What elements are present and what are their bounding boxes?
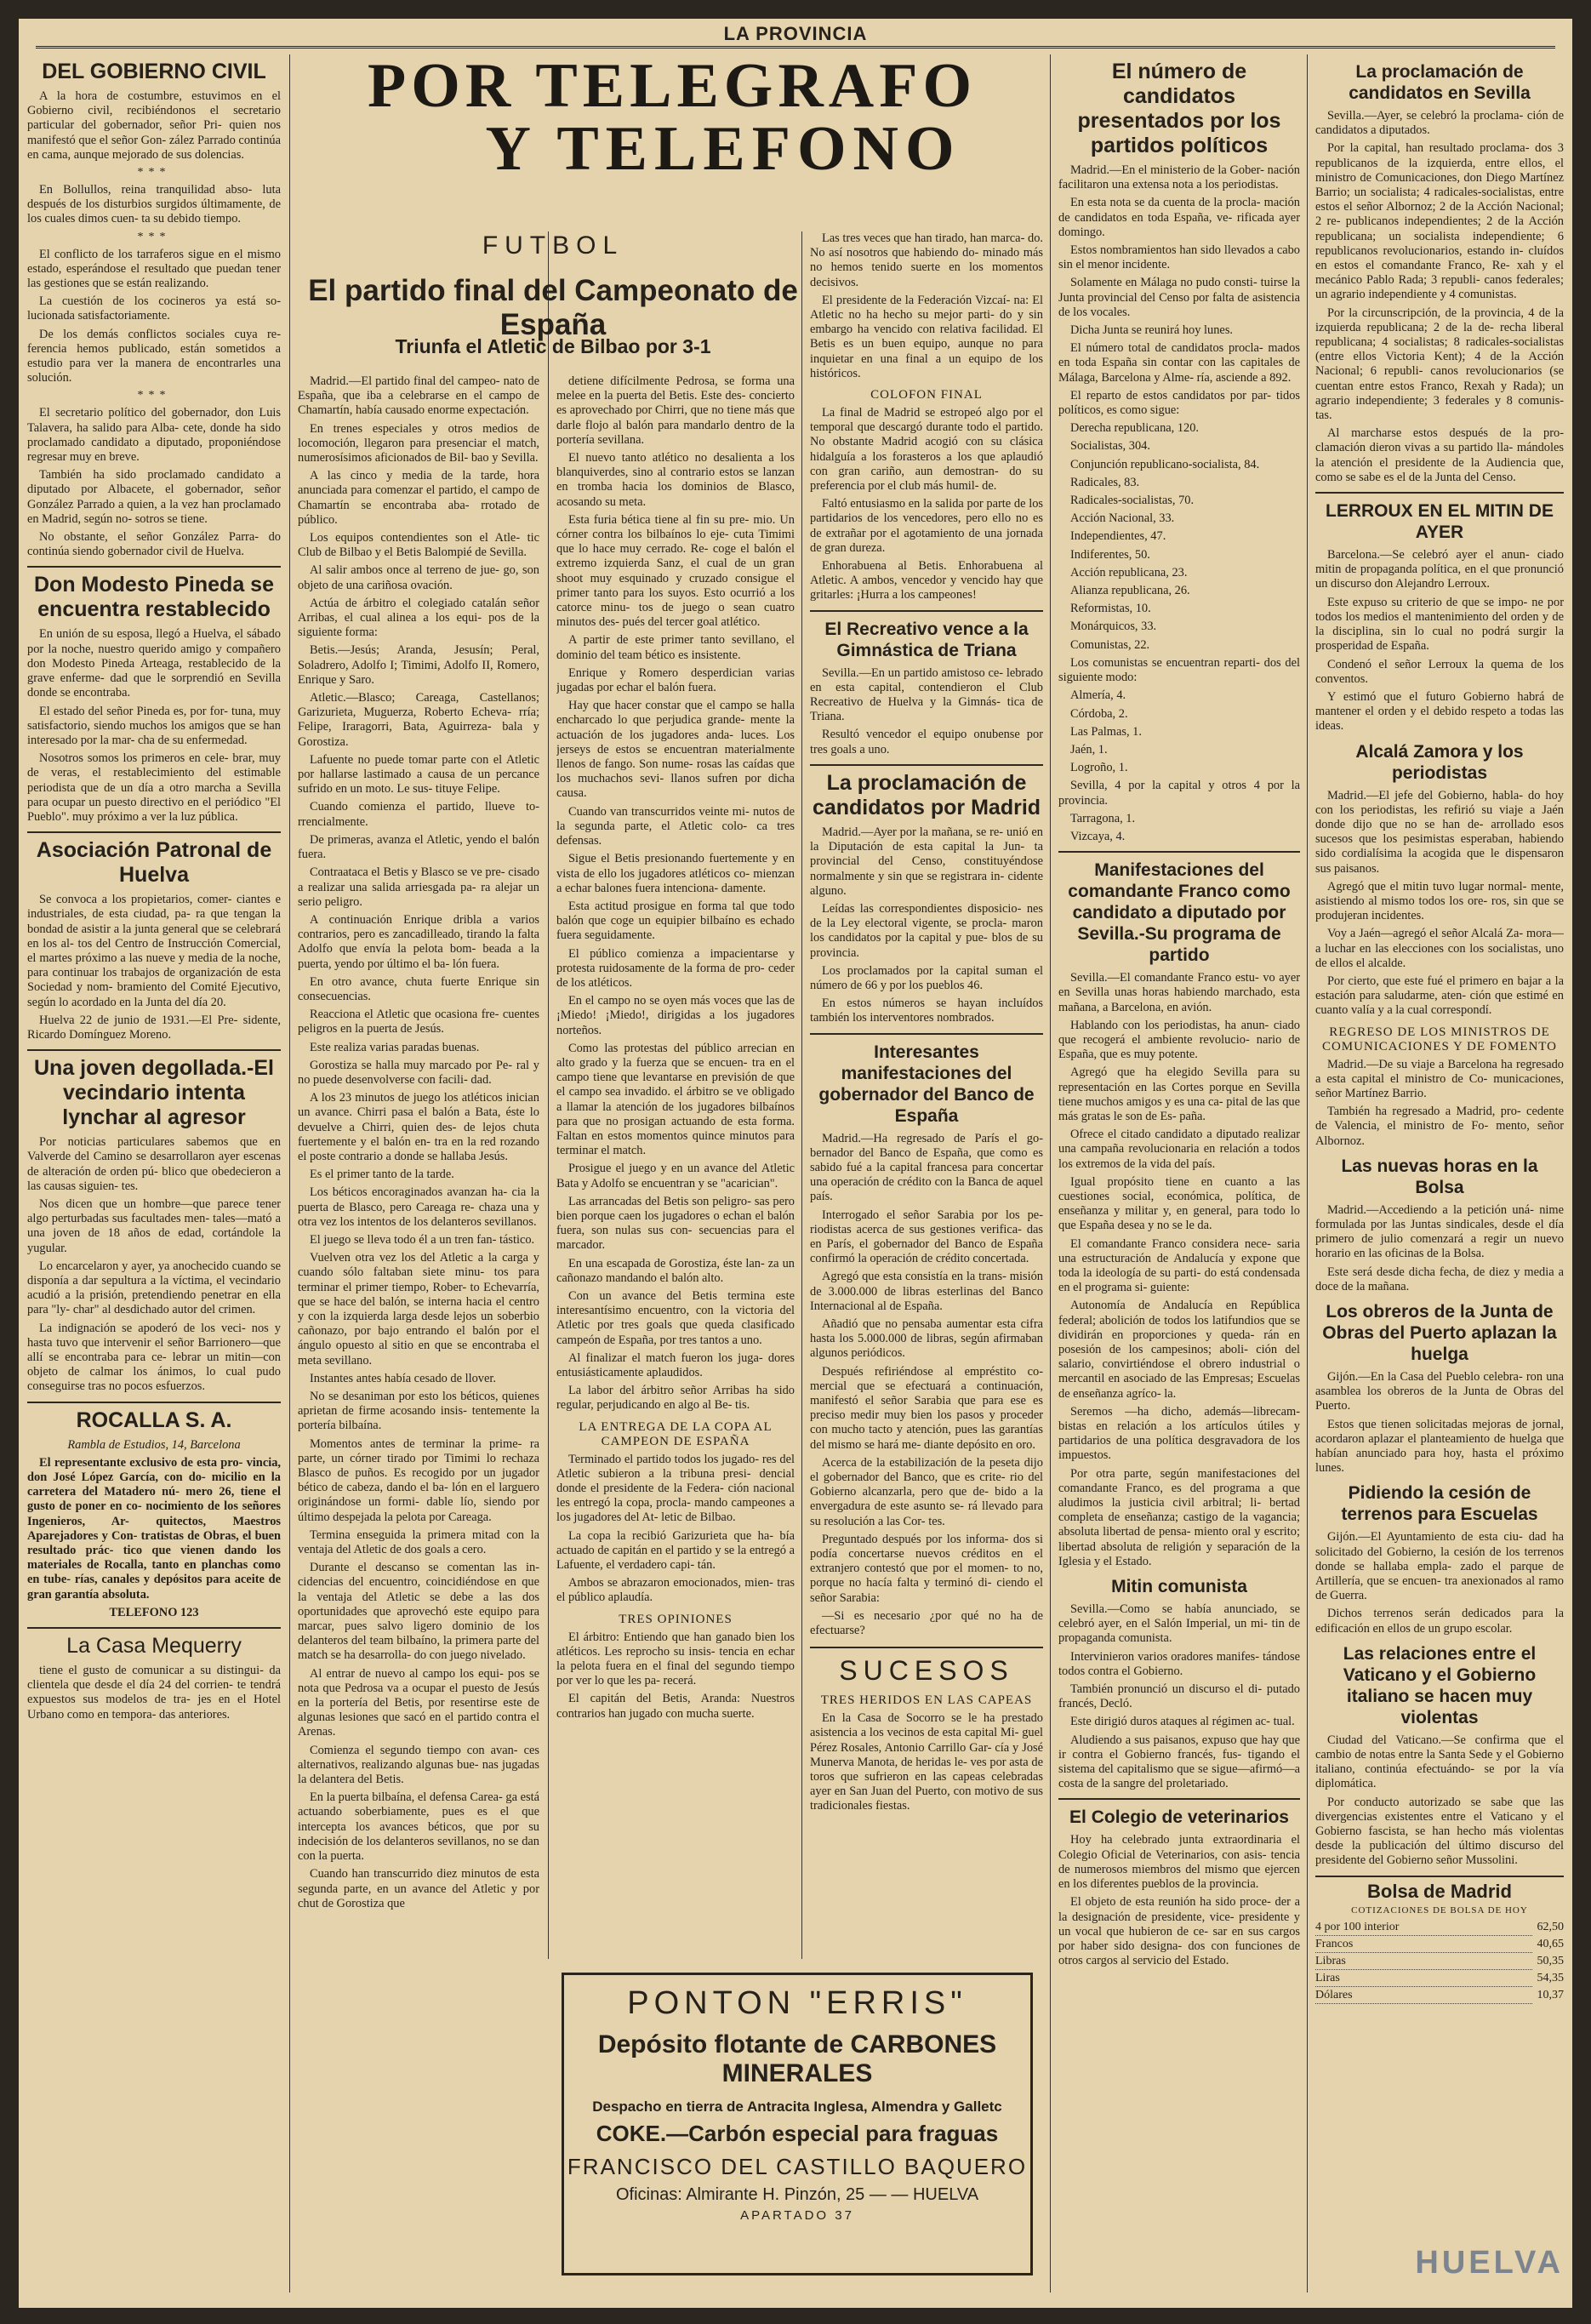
- subhead-tres-opiniones: TRES OPINIONES: [619, 1612, 733, 1626]
- paragraph: Reacciona el Atletic que ocasiona fre- cuentes peligros en la puerta de Jesús.: [298, 1008, 539, 1036]
- list-item: Acción Nacional, 33.: [1070, 511, 1175, 526]
- paragraph: A las cinco y media de la tarde, hora anunciada para comenzar el partido, el campo de Chamartín se encontraba aba- rrotado de público.: [298, 469, 539, 527]
- paragraph: Los proclamados por la capital suman el número de 66 y por los pueblos 46.: [810, 963, 1043, 992]
- paragraph: En unión de su esposa, llegó a Huelva, el sábado por la noche, nuestro querido amigo y compañero don Modesto Pineda Arteaga, restablecido de la grave enferme- dad que le sorprendió en Sevilla donde se encontraba.: [27, 627, 281, 700]
- paragraph: Atletic.—Blasco; Careaga, Castellanos; Garizurieta, Muguerza, Roberto Echeva- rría; Felipe, Iraragorri, Bata, Aguirreza- bala y Gorostiza.: [298, 691, 539, 749]
- ad-title: PONTON "ERRIS": [627, 1985, 967, 2021]
- paragraph: También pronunció un discurso el di- putado francés, Decló.: [1058, 1682, 1300, 1711]
- paragraph: Enhorabuena al Betis. Enhorabuena al Atletic. A ambos, vencedor y vencido hay que gritarles: ¡Hurra a los campeones!: [810, 559, 1043, 602]
- divider: [810, 1033, 1043, 1035]
- list-item: Independientes, 47.: [1070, 529, 1166, 544]
- paragraph: Enrique y Romero desperdician varias jugadas por echar el balón fuera.: [556, 665, 795, 695]
- subhead-colofon: COLOFON FINAL: [870, 388, 983, 403]
- divider: [27, 1627, 281, 1629]
- paragraph: También ha sido proclamado candidato a diputado por Albacete, el gobernador, señor González Parrado a quien, a la vez han proclamado en Madrid, según no- sotros se tiene.: [27, 468, 281, 526]
- paragraph: Lafuente no puede tomar parte con el Atletic por hallarse lastimado a causa de un percance sufrido en un moto. Le sus- tituye Felipe.: [298, 752, 539, 797]
- paragraph: El conflicto de los tarraferos sigue en el mismo estado, esperándose el resultado que puedan tener las gestiones que se están realizando.: [27, 247, 281, 291]
- headline-final: El partido final del Campeonato de España: [308, 274, 798, 341]
- paragraph: Madrid.—El partido final del campeo- nato de España, que iba a celebrarse en el campo de Chamartín, había causado enorme expectación.: [298, 374, 539, 418]
- paragraph: Los equipos contendientes son el Atle- tic Club de Bilbao y el Betis Balompié de Sevilla.: [298, 531, 539, 560]
- bolsa-name: Liras: [1315, 1970, 1532, 1987]
- bolsa-name: 4 por 100 interior: [1315, 1919, 1532, 1936]
- list-item: Logroño, 1.: [1070, 761, 1128, 775]
- paragraph: En otro avance, chuta fuerte Enrique sin consecuencias.: [298, 974, 539, 1003]
- paragraph: Resultó vencedor el equipo onubense por tres goals a uno.: [810, 728, 1043, 757]
- paragraph: En estos números se hayan incluídos también los interventores nombrados.: [810, 996, 1043, 1025]
- paragraph: Esta actitud prosigue en forma tal que todo balón que coge un equipier bilbaíno es echado fuera seguidamente.: [556, 899, 795, 943]
- paragraph: En la Casa de Socorro se le ha prestado asistencia a los vecinos de esta capital Mi- guel Pérez Rosales, Antonio Carrillo Gar- cía y José Munerva Manota, de heridas le- ves por asta de toros que sufrieron en las capeas celebradas ayer en San Juan del Puerto, con motivo de sus tradicionales fiestas.: [810, 1711, 1043, 1813]
- paragraph: Contraataca el Betis y Blasco se ve pre- cisado a realizar una salida arriesgada pa- ra alejar un serio peligro.: [298, 865, 539, 909]
- divider: [810, 610, 1043, 612]
- table-row: [1315, 1919, 1564, 1936]
- paragraph: A los 23 minutos de juego los atléticos inician un avance. Chirri pasa el balón a Bata, éste lo devuelve a Chirri, quien des- de lejos chuta fuertemente y el balón en- tra en la red rozando el poste contrario a donde se hallaba Jesús.: [298, 1091, 539, 1163]
- paragraph: Hoy ha celebrado junta extraordinaria el Colegio Oficial de Veterinarios, con asis- tencia de numerosos miembros del mismo que ejercen en los diferentes pueblos de la provincia.: [1058, 1833, 1300, 1892]
- bolsa-value: 50,35: [1537, 1954, 1564, 1967]
- paragraph: Madrid.—El jefe del Gobierno, habla- do hoy con los periodistas, les refirió su viaje a Jaén donde dijo que no se han de- arrollado esos sucesos que los pesimistas esperaban, habiendo sido cordialísima la acogida que le dispensaron sus paisanos.: [1315, 788, 1564, 876]
- paragraph: También ha regresado a Madrid, pro- cedente de Valencia, el ministro de Fo- mento, señor Albornoz.: [1315, 1105, 1564, 1148]
- column-rule: [801, 231, 802, 1959]
- paragraph: Dichos terrenos serán dedicados para la edificación en ellos de un grupo escolar.: [1315, 1607, 1564, 1636]
- list-item: Socialistas, 304.: [1070, 439, 1150, 454]
- ad-address: Oficinas: Almirante H. Pinzón, 25 — — HUELVA: [615, 2185, 979, 2204]
- headline-cesion-terrenos: Pidiendo la cesión de terrenos para Escuelas: [1341, 1483, 1538, 1525]
- column-rule: [1050, 54, 1051, 2293]
- headline-pineda: Don Modesto Pineda se encuentra restablecido: [34, 573, 274, 622]
- bolsa-name: Dólares: [1315, 1987, 1532, 2004]
- paragraph: Con un avance del Betis termina este interesantísimo encuentro, con la victoria del Atletic por tres goals que queda clasificado campeón de España, por tres tantos a uno.: [556, 1288, 795, 1347]
- paragraph: Por cierto, que este fué el primero en bajar a la estación para saludarme, aten- ción que estimé en cuanto valía y a la cual correspondí.: [1315, 974, 1564, 1018]
- paragraph: Terminado el partido todos los jugado- res del Atletic subieron a la tribuna presi- dencial donde el presidente de la Federa- ción nacional les entregó la copa, procla- mando campeones a los jugadores del At- letic de Bilbao.: [556, 1452, 795, 1525]
- paragraph: Barcelona.—Se celebró ayer el anun- ciado mitin de propaganda política, en el que pronunció un discurso don Alejandro Lerroux.: [1315, 548, 1564, 591]
- column-4: [810, 231, 1043, 1959]
- masthead: [36, 22, 1555, 49]
- paragraph: Al finalizar el match fueron los juga- dores entusiásticamente aplaudidos.: [556, 1350, 795, 1379]
- paragraph: Igual propósito tiene en cuanto a las cuestiones social, económica, política, de enseñanza y militar y, en general, para todo lo que España desea y no se le da.: [1058, 1174, 1300, 1233]
- paragraph: Se convoca a los propietarios, comer- ciantes e industriales, de esta ciudad, pa- ra que tengan la bondad de asistir a la junta general que se celebrará en los al- tos del Centro de Instrucción Comercial, el martes próximo a las nueve y media de la noche, para continuar los trabajos de organización de esta Sociedad y nom- bramiento del Comité Ejecutivo, según lo acordado en la Junta del día 20.: [27, 893, 281, 1009]
- paragraph: Al entrar de nuevo al campo los equi- pos se nota que Pedrosa va a ocupar el puesto de Jesús en la portería del Betis, por resentirse este de algunas lesiones que sacó en el partido contra el Arenas.: [298, 1666, 539, 1739]
- paragraph: Nos dicen que un hombre—que parece tener algo perturbadas sus facultades men- tales—mató a una joven de 18 años de edad, cortándole la yugular.: [27, 1196, 281, 1255]
- list-item: Jaén, 1.: [1070, 742, 1108, 757]
- subhead-entrega-copa: LA ENTREGA DE LA COPA AL CAMPEON DE ESPAÑA: [579, 1419, 773, 1448]
- paragraph: Agregó que ha elegido Sevilla para su representación en las Cortes porque en Sevilla tiene muchos amigos y es una ca- pital de las que más gratas le son de Es- paña.: [1058, 1065, 1300, 1123]
- paragraph: Preguntado después por los informa- dos si podía concertarse nuevos créditos en el extranjero contestó que por el momen- to no, porque no hacía falta y terminó di- ciendo el señor Sarabia:: [810, 1532, 1043, 1605]
- paragraph: Hay que hacer constar que el campo se halla encharcado lo que perjudica grande- mente la actuación de los jugadores anda- luces. Los jerseys de estos se encuentran materialmente llenos de fango. Son nume- rosas las caídas que los muchachos sevi- llanos sufren por dicha causa.: [556, 699, 795, 801]
- paragraph: El árbitro: Entiendo que han ganado bien los atléticos. Les reprocho su insis- tencia en echar la pelota fuera en el final del segundo tiempo por ver lo que les pa- recerá.: [556, 1630, 795, 1688]
- ad-line: Despacho en tierra de Antracita Inglesa, Almendra y Galletc: [592, 2098, 1002, 2115]
- headline-alcala-zamora: Alcalá Zamora y los periodistas: [1355, 741, 1524, 783]
- paragraph: El público comienza a impacientarse y protesta ruidosamente de la forma de pro- ceder de los atléticos.: [556, 946, 795, 990]
- column-rule: [1307, 54, 1308, 2293]
- paragraph: Agregó que el mitin tuvo lugar normal- mente, asistiendo al mismo todos los ore- ros, sin que se produjeran incidentes.: [1315, 879, 1564, 923]
- paragraph: Dicha Junta se reunirá hoy lunes.: [1070, 323, 1234, 338]
- paragraph: El capitán del Betis, Aranda: Nuestros contrarios han jugado con mucha suerte.: [556, 1692, 795, 1721]
- subhead-regreso-ministros: REGRESO DE LOS MINISTROS DE COMUNICACIONES Y DE FOMENTO: [1321, 1025, 1558, 1054]
- column-2: [298, 374, 539, 2289]
- paragraph: En el campo no se oyen más voces que las de ¡Miedo! ¡Miedo!, dirigidas a los jugadores norteños.: [556, 994, 795, 1037]
- paragraph: En trenes especiales y otros medios de locomoción, llegaron para presenciar el match, numerosísimos aficionados de Bil- bao y Sevilla.: [298, 421, 539, 465]
- paragraph: Ofrece el citado candidato a diputado realizar una campaña revolucionaria en relación a todos los extremos de la vida del país.: [1058, 1128, 1300, 1171]
- paragraph: Los béticos encoraginados avanzan ha- cia la puerta de Blasco, pero Careaga re- chaza una y otra vez los intentos de los delanteros sevillanos.: [298, 1185, 539, 1229]
- paragraph: El reparto de estos candidatos por par- tidos políticos, es como sigue:: [1058, 388, 1300, 418]
- paragraph: Comienza el segundo tiempo con avan- ces alternativos, realizando algunas bue- nas jugadas la delantera del Betis.: [298, 1743, 539, 1787]
- paragraph: Por noticias particulares sabemos que en Valverde del Camino se desarrollaron ayer escenas de alteración de orden pú- blico que obedecieron a las causas siguien- tes.: [27, 1135, 281, 1193]
- list-item: Indiferentes, 50.: [1070, 547, 1150, 562]
- list-item: Almería, 4.: [1070, 688, 1126, 703]
- headline-lerroux: LERROUX EN EL MITIN DE AYER: [1326, 501, 1554, 543]
- paragraph: En Bollullos, reina tranquilidad abso- luta después de los disturbios surgidos últimamente, de los cuales dimos cuen- ta su debido tiempo.: [27, 183, 281, 226]
- list-item: Derecha republicana, 120.: [1070, 421, 1200, 436]
- paragraph: Por conducto autorizado se sabe que las divergencias existentes entre el Vaticano y el Gobierno fascista, se han hecho más violentas desde la publicación del último discurso del presidente del Gobierno señor Mussolini.: [1315, 1795, 1564, 1868]
- paragraph: Momentos antes de terminar la prime- ra parte, un córner tirado por Timimi lo rechaza Blasco de puños. Es recogido por un jugador bético de cabeza, dando el ba- lón en el larguero originándose un formi- dable lío, siendo por último despejada la pelota por Careaga.: [298, 1436, 539, 1524]
- paragraph: Al salir ambos once al terreno de jue- go, son objeto de una cariñosa ovación.: [298, 563, 539, 592]
- headline-mitin-comunista: Mitin comunista: [1111, 1577, 1247, 1597]
- paragraph: Autonomía de Andalucía en República federal; abolición de todos los latifundios que se dividirán en proporciones y queda- rán en posesión de los campesinos; aboli- ción del salario, convirtiéndose el obrero industrial o mercantil en asociado de las Empresas; Escuelas de enseñanza agríco- la.: [1058, 1299, 1300, 1401]
- paragraph: Solamente en Málaga no pudo consti- tuirse la Junta provincial del Censo por falta de asistencia de los vocales.: [1058, 276, 1300, 319]
- headline-numero-candidatos: El número de candidatos presentados por los partidos políticos: [1077, 60, 1281, 157]
- paragraph: Añadió que no pensaba aumentar esta cifra hasta los 5.000.000 de libras, según afirmaban algunos periódicos.: [810, 1316, 1043, 1361]
- paragraph: Las arrancadas del Betis son peligro- sas pero bien porque caen los jugadores o echan el balón fuera, son nulas sus con- secuencias para el marcador.: [556, 1194, 795, 1253]
- paragraph: Prosigue el juego y en un avance del Atletic Bata y Adolfo se encuentran y se "acarician".: [556, 1162, 795, 1191]
- divider: [1315, 492, 1564, 494]
- paragraph: Aludiendo a sus paisanos, expuso que hay que ir contra el Gobierno francés, fus- tigando el sistema del capitalismo que se sigue—afirmó—a costa de la sangre del proletariado.: [1058, 1733, 1300, 1791]
- paragraph: detiene difícilmente Pedrosa, se forma una melee en la puerta del Betis. Este des- concierto es aprovechado por Chirri, que no tiene más que darle flojo al balón para mandarlo dentro de la portería sevillana.: [556, 374, 795, 447]
- divider: [1058, 851, 1300, 853]
- paragraph: Madrid.—En el ministerio de la Gober- nación facilitaron una extensa nota a los periodistas.: [1058, 163, 1300, 192]
- paragraph: Huelva 22 de junio de 1931.—El Pre- sidente, Ricardo Domínguez Moreno.: [27, 1013, 281, 1042]
- paragraph: Como las protestas del público arrecian en alto grado y la fuerza que se encuen- tra en el campo tiene que levantarse en previsión de que el campo sea invadido. el árbitro se ve obligado a llamar la atención de los jugadores bilbaínos para que no prosigan actuando de esta forma. Faltan en estos momentos quince minutos para terminar el match.: [556, 1041, 795, 1158]
- headline-colegio-veterinarios: El Colegio de veterinarios: [1069, 1807, 1289, 1828]
- paragraph: Condenó el señor Lerroux la quema de los conventos.: [1315, 657, 1564, 686]
- table-row: [1315, 1987, 1564, 2004]
- headline-nuevas-horas-bolsa: Las nuevas horas en la Bolsa: [1341, 1156, 1538, 1197]
- paragraph: Ciudad del Vaticano.—Se confirma que el cambio de notas entre la Santa Sede y el Gobierno italiano, continúa efectuándo- se por la vía diplomática.: [1315, 1733, 1564, 1791]
- list-item: Acción republicana, 23.: [1070, 565, 1188, 580]
- list-item: Comunistas, 22.: [1070, 637, 1150, 652]
- headline-rocalla: ROCALLA S. A.: [76, 1408, 232, 1432]
- paragraph: El nuevo tanto atlético no desalienta a los blanquiverdes, sino al contrario estos se lanzan en tromba hacia los dominios de Blasco, acosando su meta.: [556, 451, 795, 509]
- paragraph: Es el primer tanto de la tarde.: [310, 1168, 454, 1182]
- paragraph: Leídas las correspondientes disposicio- nes de la Ley electoral vigente, se procla- maron los candidatos por la capital y pue- blos de su provincia.: [810, 901, 1043, 960]
- paragraph: A la hora de costumbre, estuvimos en el Gobierno civil, recibiéndonos el secretario particular del gobernador, señor Pri- quien nos manifestó que el señor Gon- zález Parrado continúa en cama, aunque mejorado de sus dolencias.: [27, 89, 281, 162]
- list-item: Radicales-socialistas, 70.: [1070, 494, 1195, 508]
- paragraph: Madrid.—Accediendo a la petición uná- nime formulada por las Juntas sindicales, desde el día primero de julio comenzará a regir un nuevo horario en las oficinas de la Bolsa.: [1315, 1202, 1564, 1261]
- paragraph: Interrogado el señor Sarabia por los pe- riodistas acerca de sus gestiones verifica- das en París, el gobernador del Banco de España confirmó la operación de crédito concertada.: [810, 1208, 1043, 1266]
- comunistas-list: [1058, 688, 1300, 844]
- subhead-heridos: TRES HERIDOS EN LAS CAPEAS: [820, 1693, 1033, 1708]
- paragraph: Estos que tienen solicitadas mejoras de jornal, acordaron aplazar el planteamiento de huelga que habían anunciado para hoy, hasta el próximo lunes.: [1315, 1417, 1564, 1476]
- headline-gobierno-civil: DEL GOBIERNO CIVIL: [42, 60, 266, 83]
- paragraph: Instantes antes había cesado de llover.: [310, 1371, 496, 1385]
- bolsa-header: COTIZACIONES DE BOLSA DE HOY: [1351, 1904, 1528, 1916]
- list-item: Tarragona, 1.: [1070, 811, 1136, 825]
- table-row: [1315, 1970, 1564, 1987]
- paragraph: Sevilla.—En un partido amistoso ce- lebrado en esta capital, contendieron el Club Recreativo de Huelva y la Gimnás- tica de Triana.: [810, 665, 1043, 724]
- paragraph: Betis.—Jesús; Aranda, Jesusín; Peral, Soladrero, Adolfo I; Timimi, Adolfo II, Romero, Enrique y Saro.: [298, 643, 539, 687]
- divider: [1315, 1876, 1564, 1877]
- paragraph: El juego se lleva todo él a un tren fan- tástico.: [310, 1232, 535, 1247]
- paragraph: Cuando comienza el partido, llueve to- rrencialmente.: [298, 800, 539, 829]
- bolsa-value: 10,37: [1537, 1988, 1564, 2001]
- paragraph: No obstante, el señor González Parra- do continúa siendo gobernador civil de Huelva.: [27, 530, 281, 559]
- paragraph: El objeto de esta reunión ha sido proce- der a la designación de presidente, vice- presidente y un vocal que hubieron de ce- sar en sus cargos por haber sido designa- dos con funciones de otros cargos al servicio del Estado.: [1058, 1895, 1300, 1968]
- paragraph: Sevilla.—El comandante Franco estu- vo ayer en Sevilla unas horas habiendo marchado, esta mañana, a Barcelona, en avión.: [1058, 971, 1300, 1014]
- list-item: Reformistas, 10.: [1070, 602, 1151, 616]
- headline-joven: Una joven degollada.-El vecindario intenta lynchar al agresor: [34, 1056, 274, 1130]
- list-item: Córdoba, 2.: [1070, 706, 1128, 721]
- paragraph: Hablando con los periodistas, ha anun- ciado que recogerá el ambiente revolucio- nario de España, que es muy potente.: [1058, 1018, 1300, 1062]
- list-item: Vizcaya, 4.: [1070, 829, 1126, 843]
- paragraph: La cuestión de los cocineros ya está so- lucionada satisfactoriamente.: [27, 294, 281, 323]
- separator-stars: ***: [137, 389, 171, 403]
- paragraph: Los comunistas se encuentran reparti- dos del siguiente modo:: [1058, 655, 1300, 685]
- column-3: [556, 374, 795, 1957]
- paragraph: El secretario político del gobernador, don Luis Talavera, ha salido para Alba- cete, donde ha sido proclamado candidato a diputado, proponiéndose regresar muy en breve.: [27, 406, 281, 465]
- paragraph: Al marcharse estos después de la pro- clamación dieron vivas a su partido lla- mándoles la atención el presidente de la Audiencia que, como se sabe es el de la Junta del Censo.: [1315, 426, 1564, 484]
- headline-proclamacion-sevilla: La proclamación de candidatos en Sevilla: [1349, 62, 1531, 103]
- bolsa-name: Libras: [1315, 1953, 1532, 1970]
- paragraph: Actúa de árbitro el colegiado catalán señor Arribas, el cual alinea a los equi- pos de la siguiente forma:: [298, 596, 539, 640]
- bolsa-value: 40,65: [1537, 1937, 1564, 1950]
- paragraph: De primeras, avanza el Atletic, yendo el balón fuera.: [298, 832, 539, 862]
- list-item: Las Palmas, 1.: [1070, 724, 1142, 739]
- paragraph: El representante exclusivo de esta pro- vincia, don José López García, con do- micilio en la carretera del Matadero nú- mero 26, tiene el gusto de poner en co- nocimiento de los señores Ingenieros, Ar- quitectos, Maestros Aparejadores y Con- tratistas de Obras, el buen resultado prác- tico que vienen dando los materiales de Rocalla, tanto en planchas como en tube- rías, canales y depósitos para aceite de gran garantía absoluta.: [27, 1455, 281, 1602]
- paragraph: Y estimó que el futuro Gobierno habrá de mantener el orden y el debido respeto a todas las ideas.: [1315, 689, 1564, 734]
- paragraph: Por otra parte, según manifestaciones del comandante Franco, es del programa a que aludimos la justicia civil arbitral; li- bertad completa de enseñanza; castigo de la vagancia; absoluta libertad de pensa- miento oral y escrito; libertad absoluta de religión y separación de la Iglesia y el Estado.: [1058, 1466, 1300, 1568]
- headline-proclamacion-madrid: La proclamación de candidatos por Madrid: [812, 770, 1041, 819]
- divider: [27, 1402, 281, 1403]
- column-1: [27, 54, 281, 2301]
- paragraph: Madrid.—De su viaje a Barcelona ha regresado a esta capital el ministro de Co- municaciones, señor Martínez Barrio.: [1315, 1057, 1564, 1100]
- paragraph: Gorostiza se halla muy marcado por Pe- ral y no puede desenvolverse con facili- dad.: [298, 1058, 539, 1087]
- paragraph: La final de Madrid se estropeó algo por el temporal que descargó durante todo el partido. No obstante Madrid acogió con su clásica hidalguía a los forasteros a los que aplaudió con gran cariño, aun demostran- do su preferencia por el club más humil- de.: [810, 406, 1043, 494]
- paragraph: Gijón.—El Ayuntamiento de esta ciu- dad ha solicitado del Gobierno, la cesión de los terrenos donde se hallaba empla- zado el parque de Artillería, que se encuen- tra anexionados al ramo de Guerra.: [1315, 1530, 1564, 1603]
- separator-stars: ***: [137, 166, 171, 180]
- table-row: [1315, 1936, 1564, 1953]
- list-item: Radicales, 83.: [1070, 475, 1140, 489]
- archive-logo: HUELVA: [1415, 2245, 1564, 2281]
- paragraph: A continuación Enrique dribla a varios contrarios, pero es zancadilleado, tirando la falta Adolfo que envía la pelota bom- beada a la puerta, yendo por último el ba- lón fuera.: [298, 912, 539, 971]
- paragraph: Nosotros somos los primeros en cele- brar, muy de veras, el restablecimiento del estimable periodista que de un día a otro marcha a Sevilla para ocupar un puesto directivo en el periódico "El Pueblo". muy próximo a ver la luz pública.: [27, 751, 281, 824]
- paragraph: Por la capital, han resultado proclama- dos 3 republicanos de la izquierda, entre ellos, el ministro de Comunicaciones, don Diego Martínez Barrio; un socialista; 4 radicales-socialistas, entre estos el señor Albornoz; 2 de la Acción Nacional; 2 re- publicanos independientes; 2 de la Acción republicana; un socialista independiente; 6 republicanos revolucionarios, estando in- cluídos en estos el comandante Franco, Re- xah y el mecánico Pablo Rada; 3 republi- canos federales; un agrario independiente y 4 comunistas.: [1315, 141, 1564, 302]
- paragraph: Gijón.—En la Casa del Pueblo celebra- ron una asamblea los obreros de la Junta de Obras del Puerto.: [1315, 1370, 1564, 1413]
- ad-owner: FRANCISCO DEL CASTILLO BAQUERO: [567, 2154, 1028, 2179]
- paragraph: Vuelven otra vez los del Atletic a la carga y cuando sólo faltaban siete minu- tos para terminar el primer tiempo, Rober- to Echevarría, que se hace del balón, se interna hacia el centro y con la izquierda larga desde lejos un soberbio cañonazo, por bajo entrando el balón por el ángulo opuesto al sitio en que se encontraba el meta sevillano.: [298, 1251, 539, 1368]
- paragraph: Durante el descanso se comentan las in- cidencias del encuentro, coincidiéndose en que la ventaja del Atletic se debe a las dos oportunidades que aprovechó este equipo para marcar, pues salvo ligero dominio de los delanteros del team bilbaíno, la primera parte del match se ha desarrolla- do con juego nivelado.: [298, 1561, 539, 1663]
- paragraph: Agregó que esta consistía en la trans- misión de 3.000.000 de libras esterlinas del Banco Internacional al de España.: [810, 1270, 1043, 1313]
- column-rule: [548, 231, 549, 1959]
- bolsa-value: 62,50: [1537, 1920, 1564, 1933]
- paragraph: Estos nombramientos han sido llevados a cabo sin el menor incidente.: [1058, 243, 1300, 272]
- paragraph: Termina enseguida la primera mitad con la ventaja del Atletic de dos goals a cero.: [298, 1527, 539, 1557]
- divider: [27, 831, 281, 833]
- headline-obreros-puerto: Los obreros de la Junta de Obras del Puerto aplazan la huelga: [1322, 1302, 1557, 1364]
- paragraph: Seremos —ha dicho, además—librecam- bistas en relación a los artículos útiles y partidarios de una política desgravadora de los impuestos.: [1058, 1404, 1300, 1463]
- paragraph: Madrid.—Ayer por la mañana, se re- unió en la Diputación de esta capital la Jun- ta provincial del Censo, constituyéndose normalmente y sin que se registrara in- cidente alguno.: [810, 825, 1043, 898]
- paragraph: El estado del señor Pineda es, por for- tuna, muy satisfactorio, siendo muchos los amigos que se han interesado por la mar- cha de su enfermedad.: [27, 704, 281, 747]
- paragraph: El presidente de la Federación Vizcaí- na: El Atletic no ha hecho su mejor parti- do y sin embargo ha vencido con relativa facilidad. El Betis es un buen equipo, aunque no para inquietar en una final a un equipo de los históricos.: [810, 293, 1043, 380]
- paragraph: Sigue el Betis presionando fuertemente y en vista de ello los jugadores atléticos co- mienzan a echar balones fuera intenciona- damente.: [556, 852, 795, 895]
- headline-line-1: POR TELEGRAFO: [368, 51, 977, 121]
- paragraph: Después refiriéndose al empréstito co- mercial que se efectuará a continuación, manifestó el señor Sarabia que para ese es preciso medir muy bien los pasos y proceder con mucho tacto y atención, pues las garantías del mismo se hará me- diante depósito en oro.: [810, 1364, 1043, 1452]
- paragraph: Intervinieron varios oradores manifes- tándose todos contra el Gobierno.: [1058, 1649, 1300, 1678]
- paragraph: A partir de este primer tanto sevillano, el dominio del team bético es insistente.: [556, 633, 795, 662]
- headline-vaticano: Las relaciones entre el Vaticano y el Gobierno italiano se hacen muy violentas: [1343, 1643, 1537, 1727]
- paragraph: El número total de candidatos procla- mados en toda España sin contar con las capitales de Málaga, Barcelona y Alme- ría, asciende a 892.: [1058, 341, 1300, 385]
- paragraph: tiene el gusto de comunicar a su distingui- da clientela que desde el día 24 del corrien- te tendrá expuestos sus modelos de tra- jes en el Hotel Urbano como en tempora- das anteriores.: [27, 1664, 281, 1722]
- ad-subtitle: Depósito flotante de CARBONES MINERALES: [597, 2030, 997, 2087]
- paragraph: El comandante Franco considera nece- saria una estructuración de Andalucía y expone que toda la ideología de su parti- do está condensada en el programa si- guiente:: [1058, 1236, 1300, 1295]
- column-rule: [289, 54, 290, 2293]
- paragraph: Sevilla.—Ayer, se celebró la proclama- ción de candidatos a diputados.: [1315, 109, 1564, 138]
- paragraph: Esta furia bética tiene al fin su pre- mio. Un córner contra los bilbaínos lo eje- cuta Timimi que lo hace muy cerrado. Re- coge el balón el extremo izquierda Sanz, el cual de un gran shoot muy esquinado y cruzado consigue el primer tanto para los suyos. Esto ocurrió a los catorce minu- tos de juego o sean cuatro minutos des- pués del tercer goal atlético.: [556, 512, 795, 630]
- paragraph: Este dirigió duros ataques al régimen ac- tual.: [1070, 1715, 1295, 1729]
- paragraph: Cuando han transcurrido diez minutos de esta segunda parte, en un avance del Atletic y por chut de Gorostiza que: [298, 1867, 539, 1910]
- list-item: Alianza republicana, 26.: [1070, 584, 1190, 598]
- headline-franco: Manifestaciones del comandante Franco como candidato a diputado por Sevilla.-Su programa de partido: [1068, 860, 1291, 966]
- rocalla-telefono: TELEFONO 123: [109, 1605, 199, 1619]
- subheadline-triunfo: Triunfa el Atletic de Bilbao por 3-1: [395, 335, 711, 357]
- headline-recreativo: El Recreativo vence a la Gimnástica de Triana: [824, 619, 1029, 660]
- paragraph: De los demás conflictos sociales cuya re- ferencia hemos publicado, están sometidos a estudio para ver la manera de encontrarles una solución.: [27, 327, 281, 385]
- paragraph: Este realiza varias paradas buenas.: [310, 1040, 480, 1054]
- headline-banco: Interesantes manifestaciones del gobernador del Banco de España: [818, 1042, 1035, 1126]
- paragraph: Este será desde dicha fecha, de diez y media a doce de la mañana.: [1315, 1265, 1564, 1293]
- paragraph: Este expuso su criterio de que se impo- ne por todos los medios el mantenimiento del orden y de la disciplina, sin lo cual no podrá surgir la prosperidad de España.: [1315, 595, 1564, 654]
- masthead-title: LA PROVINCIA: [716, 23, 876, 44]
- paragraph: En una escapada de Gorostiza, éste lan- za un cañonazo mandando el balón alto.: [556, 1256, 795, 1285]
- headline-bolsa-madrid: Bolsa de Madrid: [1367, 1880, 1512, 1902]
- section-futbol: FUTBOL: [482, 231, 624, 260]
- ad-apartado: APARTADO 37: [740, 2208, 854, 2223]
- headline-telegrafo: [298, 51, 1046, 184]
- paragraph: Las tres veces que han tirado, han marca- do. No así nosotros que habiendo do- minado más no hemos tenido suerte en los momentos decisivos.: [810, 231, 1043, 289]
- paragraph: Lo encarcelaron y ayer, ya anochecido cuando se disponía a dar sepultura a la víctima, el vecindario acudió a la prisión, pretendiendo penetrar en ella para "ly- char" al desdichado autor del crimen.: [27, 1259, 281, 1317]
- bolsa-madrid: [1315, 1876, 1564, 2004]
- paragraph: Faltó entusiasmo en la salida por parte de los partidarios de los vencedores, pero ello no es de extrañar por el agotamiento de una jornada de gran dureza.: [810, 497, 1043, 555]
- paragraph: Sevilla.—Como se había anunciado, se celebró ayer, en el Salón Imperial, un mi- tin de propaganda comunista.: [1058, 1602, 1300, 1646]
- bolsa-value: 54,35: [1537, 1971, 1564, 1984]
- section-sucesos: SUCESOS: [810, 1647, 1043, 1687]
- paragraph: Por la circunscripción, de la provincia, 4 de la izquierda republicana; 2 de la de- recha liberal republicana; 4 socialistas; 8 radicales-socialistas (entre ellos Victoria Kent); 4 de la Acción Nacional; 6 republi- canos revolucionarios (se cuentan entre estos Franco, Rexah y Rada); un agrario independiente; 3 federales y 8 comunis- tas.: [1315, 305, 1564, 423]
- list-item: Conjunción republicano-socialista, 84.: [1070, 457, 1260, 471]
- divider: [1058, 1798, 1300, 1800]
- paragraph: En esta nota se da cuenta de la procla- mación de candidatos en toda España, ve- rificada ayer domingo.: [1058, 196, 1300, 239]
- paragraph: Cuando van transcurridos veinte mi- nutos de la segunda parte, el Atletic colo- ca tres defensas.: [556, 804, 795, 848]
- paragraph: Madrid.—Ha regresado de París el go- bernador del Banco de España, que como es sabido fué a la capital francesa para concertar una operación de crédito con la Banca de aquel país.: [810, 1131, 1043, 1204]
- paragraph: Acerca de la estabilización de la peseta dijo el gobernador del Banco, que es crite- rio del Gobierno alcanzarla, pero que de- bido a la envergadura de este asunto se- rá llevado para su resolución a las Cor- tes.: [810, 1455, 1043, 1528]
- separator-stars: ***: [137, 230, 171, 243]
- divider: [27, 1049, 281, 1051]
- paragraph: No se desaniman por esto los béticos, quienes aprietan de firme acosando insis- tentemente la portería bilbaína.: [298, 1390, 539, 1433]
- bolsa-name: Francos: [1315, 1936, 1532, 1953]
- headline-mequerry: La Casa Mequerry: [66, 1634, 242, 1659]
- paragraph: —Si es necesario ¿por qué no ha de efectuarse?: [810, 1608, 1043, 1638]
- paragraph: Voy a Jaén—agregó el señor Alcalá Za- mora—a luchar en las elecciones con los socialistas, uno de ellos el alcalde.: [1315, 927, 1564, 970]
- party-list: [1058, 421, 1300, 653]
- paragraph: La indignación se apoderó de los veci- nos y hasta tuvo que intervenir el señor Barrionero—que allí se encontraba para ce- lebrar un mitin—con objeto de calmar los ánimos, lo cual pudo conseguirse tras no pocos esfuerzos.: [27, 1321, 281, 1394]
- list-item: Sevilla, 4 por la capital y otros 4 por la provincia.: [1058, 779, 1300, 808]
- column-5: [1058, 54, 1300, 2301]
- paragraph: Ambos se abrazaron emocionados, mien- tras el público aplaudía.: [556, 1576, 795, 1605]
- divider: [27, 566, 281, 568]
- advertisement-ponton-erris: [562, 1973, 1033, 2275]
- newspaper-page: [19, 19, 1572, 2308]
- headline-asociacion: Asociación Patronal de Huelva: [36, 838, 272, 888]
- table-row: [1315, 1953, 1564, 1970]
- rocalla-address: Rambla de Estudios, 14, Barcelona: [67, 1437, 241, 1452]
- column-6: [1315, 54, 1564, 2301]
- ad-line: COKE.—Carbón especial para fraguas: [596, 2121, 999, 2146]
- paragraph: En la puerta bilbaína, el defensa Carea- ga está actuando soberbiamente, pues es el que intercepta los avances béticos, que por su indecisión de los delanteros sevillanos, no se dan con la puerta.: [298, 1790, 539, 1864]
- divider: [810, 764, 1043, 766]
- headline-line-2: Y TELEFONO: [485, 114, 961, 184]
- paragraph: La labor del árbitro señor Arribas ha sido regular, perjudicando en algo al Be- tis.: [556, 1384, 795, 1413]
- paragraph: La copa la recibió Garizurieta que ha- bía actuado de capitán en el partido y se la entregó a Lafuente, el verdadero capi- tán.: [556, 1528, 795, 1573]
- list-item: Monárquicos, 33.: [1070, 620, 1157, 634]
